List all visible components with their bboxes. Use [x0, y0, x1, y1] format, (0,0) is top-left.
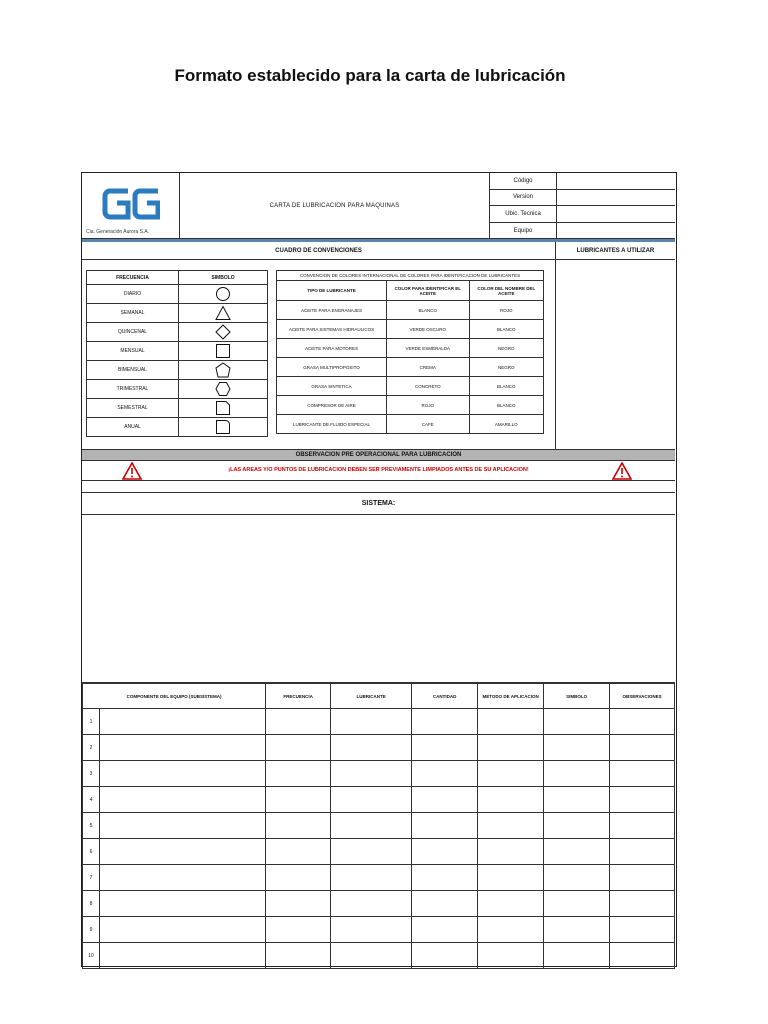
frequency-name: SEMESTRAL	[87, 399, 179, 418]
table-row	[277, 301, 544, 320]
company-logo-icon	[102, 185, 160, 221]
row-number: 7	[83, 865, 100, 891]
observations-cell[interactable]	[610, 787, 675, 813]
table-row	[277, 320, 544, 339]
table-row	[83, 735, 675, 761]
table-row	[83, 865, 675, 891]
meta-block	[490, 173, 675, 239]
observations-cell[interactable]	[610, 735, 675, 761]
table-row	[83, 787, 675, 813]
identify-color: VERDE ESMERALDA	[387, 339, 470, 358]
observations-cell[interactable]	[610, 761, 675, 787]
quantity-cell[interactable]	[412, 735, 478, 761]
lubricant-type: ACEITE PARA SISTEMAS HIDRAULICOS	[277, 320, 387, 339]
name-color: BLANCO	[469, 396, 543, 415]
meta-row-code	[490, 173, 675, 190]
row-number: 5	[83, 813, 100, 839]
observations-cell[interactable]	[610, 709, 675, 735]
lubricant-col-header: LUBRICANTE	[331, 684, 412, 709]
component-cell[interactable]	[100, 761, 266, 787]
frequency-cell[interactable]	[266, 891, 331, 917]
row-number: 3	[83, 761, 100, 787]
frequency-cell[interactable]	[266, 813, 331, 839]
frequency-table	[86, 270, 268, 437]
lubricant-cell[interactable]	[331, 891, 412, 917]
observations-col-header: OBSERVACIONES	[610, 684, 675, 709]
quantity-cell[interactable]	[412, 709, 478, 735]
table-row	[277, 339, 544, 358]
method-cell[interactable]	[478, 865, 544, 891]
quantity-cell[interactable]	[412, 943, 478, 969]
method-cell[interactable]	[478, 839, 544, 865]
meta-row-location	[490, 206, 675, 223]
lubricant-cell[interactable]	[331, 865, 412, 891]
hexagon-icon	[215, 381, 231, 397]
lubricant-cell[interactable]	[331, 709, 412, 735]
table-row	[83, 839, 675, 865]
component-cell[interactable]	[100, 839, 266, 865]
meta-row-equipment	[490, 223, 675, 240]
color-header: COLOR DEL NOMBRE DEL ACEITE	[469, 281, 543, 301]
symbol-cell[interactable]	[544, 813, 610, 839]
triangle-icon	[215, 305, 231, 321]
meta-row-version	[490, 190, 675, 207]
symbol-col-header: SIMBOLO	[544, 684, 610, 709]
component-cell[interactable]	[100, 709, 266, 735]
symbol-cell[interactable]	[544, 891, 610, 917]
system-area[interactable]	[82, 515, 675, 683]
row-number: 4	[83, 787, 100, 813]
row-number: 2	[83, 735, 100, 761]
meta-label: Código	[490, 173, 557, 189]
name-color: BLANCO	[469, 377, 543, 396]
logo-box	[82, 173, 180, 239]
method-cell[interactable]	[478, 735, 544, 761]
preop-observation-heading: OBSERVACION PRE OPERACIONAL PARA LUBRICACION	[82, 449, 675, 461]
method-cell[interactable]	[478, 709, 544, 735]
frequency-header: FRECUENCIA	[87, 271, 179, 285]
method-cell[interactable]	[478, 761, 544, 787]
warning-text: ¡LAS AREAS Y/O PUNTOS DE LUBRICACION DEBEN SER PREVIAMENTE LIMPIADOS ANTES DE SU APLICACION!	[228, 467, 529, 473]
form-header	[82, 173, 675, 239]
color-table-caption: CONVENCION DE COLORES INTERNACIONAL DE COLORES PARA IDENTIFICACION DE LUBRICANTES	[277, 271, 544, 281]
row-number: 8	[83, 891, 100, 917]
meta-label: Equipo	[490, 223, 557, 240]
frequency-name: DIARIO	[87, 285, 179, 304]
lubricant-cell[interactable]	[331, 813, 412, 839]
symbol-cell[interactable]	[544, 735, 610, 761]
quantity-cell[interactable]	[412, 865, 478, 891]
table-row	[277, 358, 544, 377]
color-convention-table	[276, 270, 544, 434]
identify-color: CAFE	[387, 415, 470, 434]
frequency-cell[interactable]	[266, 787, 331, 813]
lubrication-form	[81, 172, 677, 967]
lubricant-type: ACEITE PARA ENGRANAJES	[277, 301, 387, 320]
page-title: Formato establecido para la carta de lubricación	[174, 66, 566, 85]
frequency-cell[interactable]	[266, 709, 331, 735]
identify-color: VERDE OSCURO	[387, 320, 470, 339]
notched-square-icon	[215, 400, 231, 416]
row-number: 6	[83, 839, 100, 865]
quantity-col-header: CANTIDAD	[412, 684, 478, 709]
frequency-cell[interactable]	[266, 943, 331, 969]
name-color: BLANCO	[469, 320, 543, 339]
quantity-cell[interactable]	[412, 813, 478, 839]
conventions-heading: CUADRO DE CONVENCIONES	[82, 242, 556, 260]
observations-cell[interactable]	[610, 839, 675, 865]
company-caption: Cia. Generación Aurora S.A.	[86, 229, 150, 235]
lubricants-heading: LUBRICANTES A UTILIZAR	[556, 242, 675, 260]
method-cell[interactable]	[478, 813, 544, 839]
diamond-icon	[215, 324, 231, 340]
frequency-cell[interactable]	[266, 761, 331, 787]
lubricant-cell[interactable]	[331, 943, 412, 969]
symbol-cell[interactable]	[544, 943, 610, 969]
lubricant-type: GRASA MULTIPROPOSITO	[277, 358, 387, 377]
frequency-name: SEMANAL	[87, 304, 179, 323]
method-cell[interactable]	[478, 917, 544, 943]
identify-color: BLANCO	[387, 301, 470, 320]
identify-color: CREMA	[387, 358, 470, 377]
observations-cell[interactable]	[610, 917, 675, 943]
color-header: TIPO DE LUBRICANTE	[277, 281, 387, 301]
method-col-header: METODO DE APLICACION	[478, 684, 544, 709]
name-color: NEGRO	[469, 358, 543, 377]
component-cell[interactable]	[100, 787, 266, 813]
system-heading: SISTEMA:	[82, 493, 675, 515]
symbol-cell[interactable]	[544, 709, 610, 735]
lubricant-cell[interactable]	[331, 761, 412, 787]
warning-triangle-icon	[612, 462, 632, 480]
component-cell[interactable]	[100, 917, 266, 943]
lubricant-type: LUBRICANTE DE FLUIDO ESPECIAL	[277, 415, 387, 434]
table-row	[83, 917, 675, 943]
lubricant-cell[interactable]	[331, 839, 412, 865]
frequency-name: BIMENSUAL	[87, 361, 179, 380]
frequency-name: TRIMESTRAL	[87, 380, 179, 399]
quantity-cell[interactable]	[412, 761, 478, 787]
observations-cell[interactable]	[610, 943, 675, 969]
frequency-name: MENSUAL	[87, 342, 179, 361]
component-cell[interactable]	[100, 735, 266, 761]
symbol-header: SIMBOLO	[179, 271, 268, 285]
frequency-cell[interactable]	[266, 865, 331, 891]
observations-cell[interactable]	[610, 813, 675, 839]
row-number: 10	[83, 943, 100, 969]
quantity-cell[interactable]	[412, 891, 478, 917]
symbol-cell[interactable]	[544, 865, 610, 891]
quantity-cell[interactable]	[412, 787, 478, 813]
conventions-body	[82, 260, 556, 452]
square-icon	[215, 343, 231, 359]
form-title: CARTA DE LUBRICACION PARA MAQUINAS	[180, 173, 490, 239]
table-row	[83, 891, 675, 917]
table-row	[277, 396, 544, 415]
table-row	[277, 415, 544, 434]
warning-row	[82, 461, 675, 481]
symbol-cell[interactable]	[544, 787, 610, 813]
method-cell[interactable]	[478, 787, 544, 813]
component-cell[interactable]	[100, 891, 266, 917]
quantity-cell[interactable]	[412, 917, 478, 943]
frequency-cell[interactable]	[266, 839, 331, 865]
name-color: AMARILLO	[469, 415, 543, 434]
components-table	[82, 683, 675, 969]
table-row	[277, 377, 544, 396]
table-row	[83, 761, 675, 787]
lubricant-cell[interactable]	[331, 917, 412, 943]
identify-color: CONCRETO	[387, 377, 470, 396]
method-cell[interactable]	[478, 891, 544, 917]
color-header: COLOR PARA IDENTIFICAR EL ACEITE	[387, 281, 470, 301]
row-number: 1	[83, 709, 100, 735]
meta-label: Version	[490, 190, 557, 206]
frequency-name: QUINCENAL	[87, 323, 179, 342]
observations-cell[interactable]	[610, 865, 675, 891]
name-color: NEGRO	[469, 339, 543, 358]
table-row	[83, 943, 675, 969]
lubricant-type: GRASA SINTETICA	[277, 377, 387, 396]
identify-color: ROJO	[387, 396, 470, 415]
pentagon-icon	[215, 362, 231, 378]
circle-icon	[215, 286, 231, 302]
lubricant-cell[interactable]	[331, 787, 412, 813]
component-header: COMPONENTE DEL EQUIPO (SUBSISTEMA)	[83, 684, 266, 709]
frequency-cell[interactable]	[266, 917, 331, 943]
symbol-cell[interactable]	[544, 917, 610, 943]
table-row	[83, 813, 675, 839]
name-color: ROJO	[469, 301, 543, 320]
frequency-cell[interactable]	[266, 735, 331, 761]
row-number: 9	[83, 917, 100, 943]
blank-row	[82, 481, 675, 493]
frequency-col-header: FRECUENCIA	[266, 684, 331, 709]
lubricants-area[interactable]	[556, 260, 675, 452]
meta-label: Ubic. Tecnica	[490, 206, 557, 222]
component-cell[interactable]	[100, 943, 266, 969]
component-cell[interactable]	[100, 865, 266, 891]
method-cell[interactable]	[478, 943, 544, 969]
component-cell[interactable]	[100, 813, 266, 839]
lubricant-type: ACEITE PARA MOTORES	[277, 339, 387, 358]
table-row	[83, 709, 675, 735]
lubricant-cell[interactable]	[331, 735, 412, 761]
quantity-cell[interactable]	[412, 839, 478, 865]
frequency-name: ANUAL	[87, 418, 179, 437]
rounded-square-icon	[215, 419, 231, 435]
lubricant-type: COMPRESOR DE AIRE	[277, 396, 387, 415]
observations-cell[interactable]	[610, 891, 675, 917]
symbol-cell[interactable]	[544, 761, 610, 787]
symbol-cell[interactable]	[544, 839, 610, 865]
